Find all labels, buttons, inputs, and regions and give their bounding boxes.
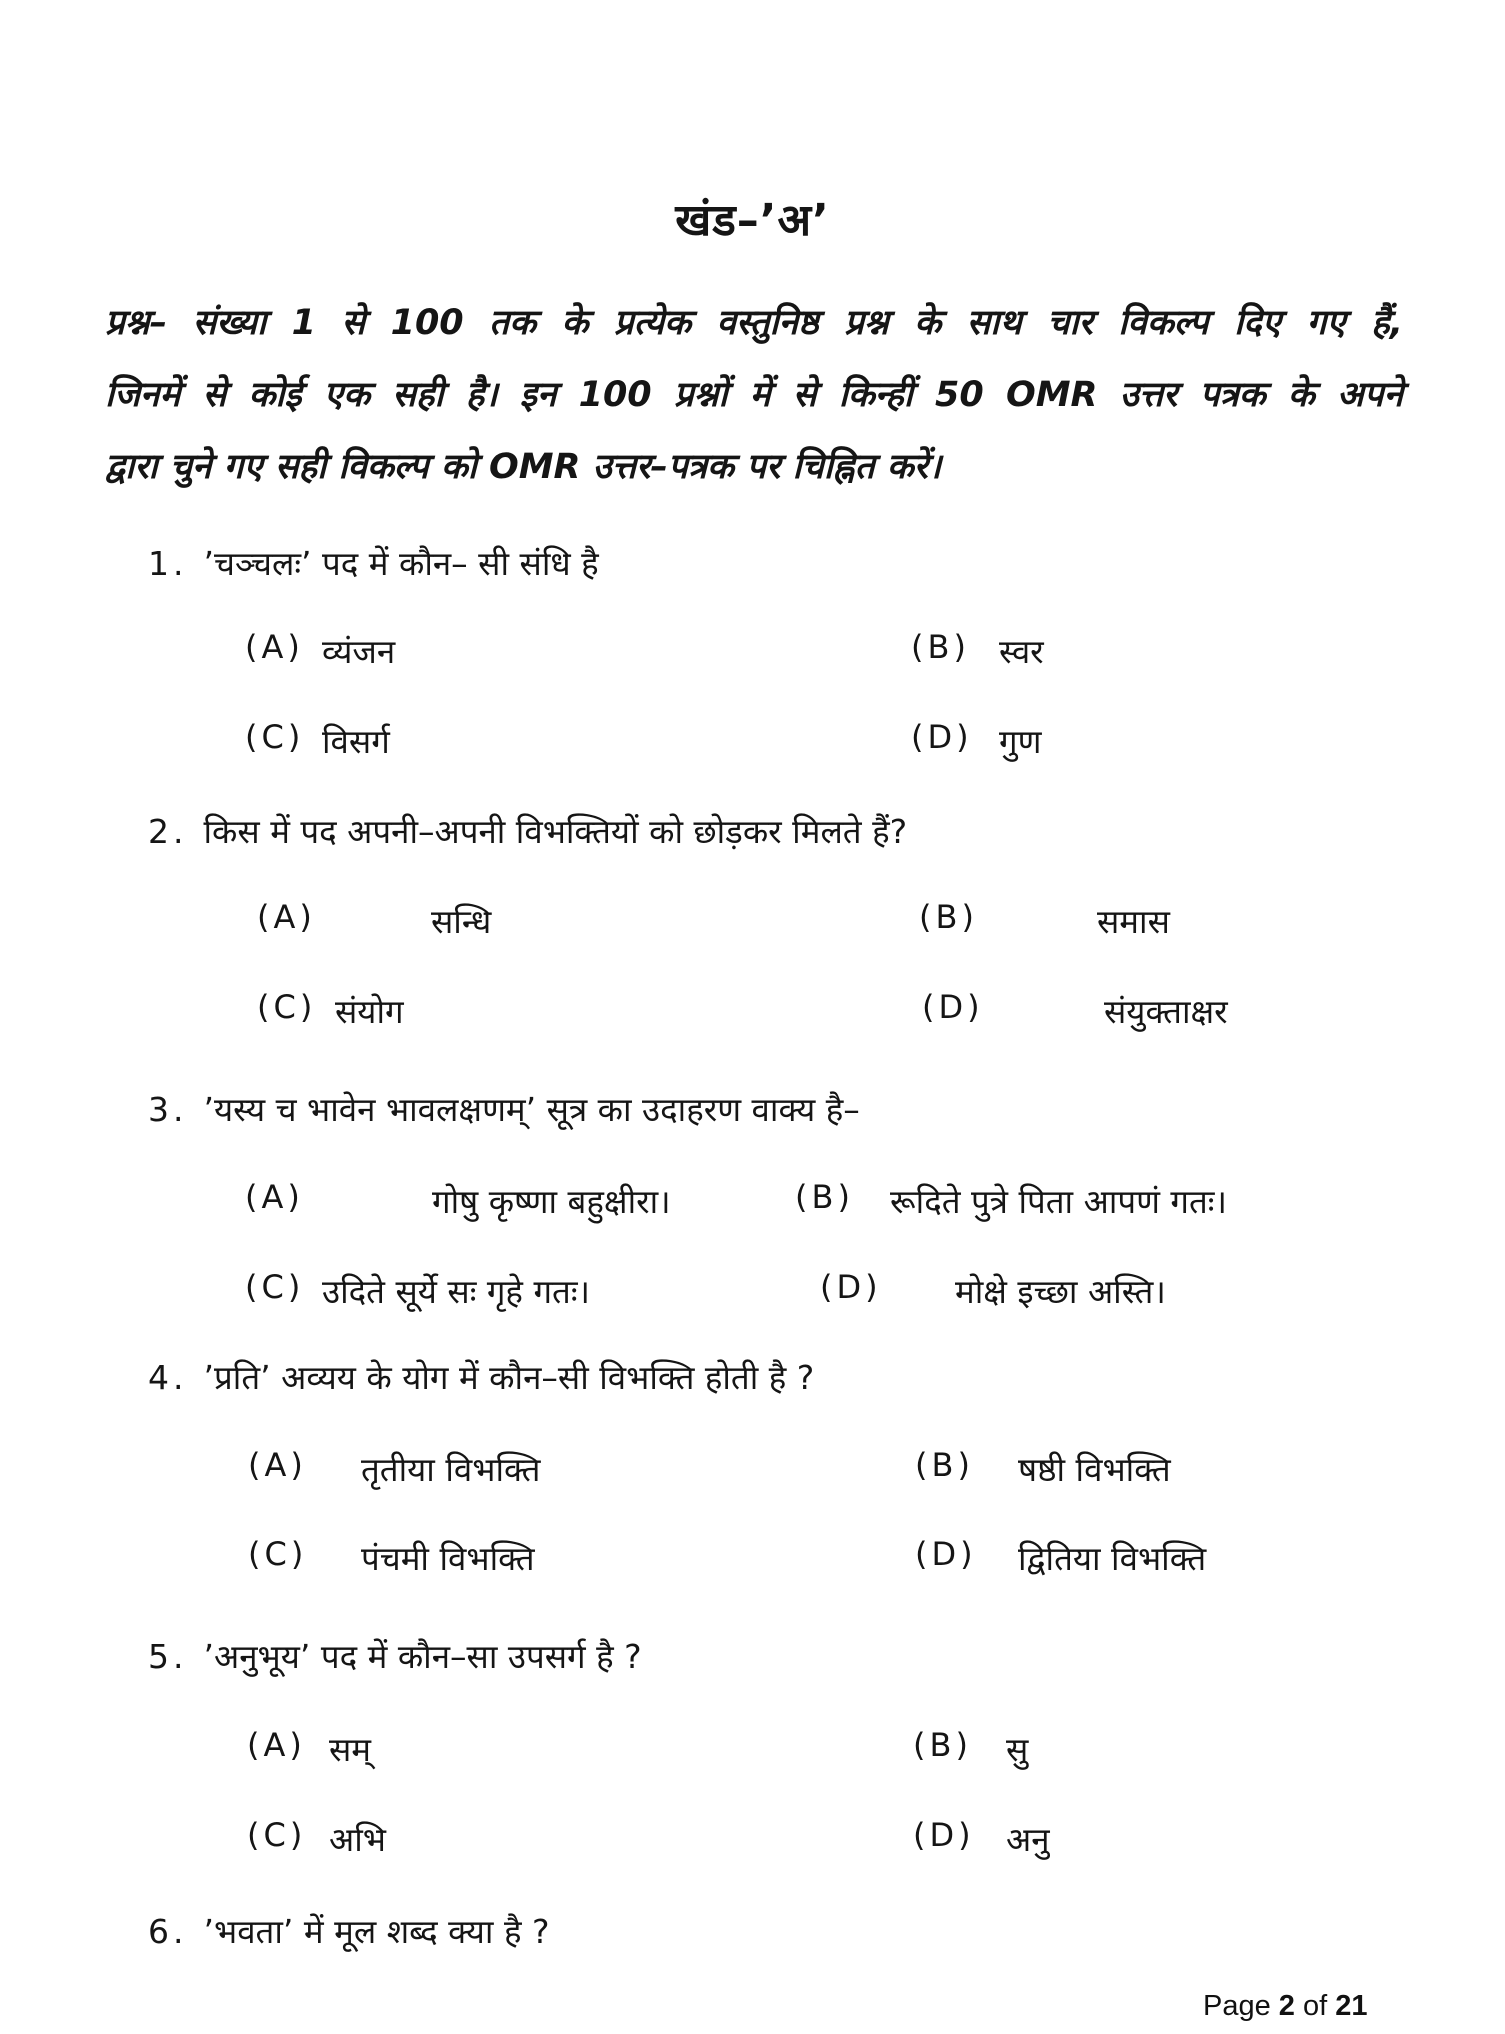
q2-option-c-label: (C)	[257, 988, 317, 1026]
instructions-line-1: प्रश्न– संख्या 1 से 100 तक के प्रत्येक वस्तुनिष्ठ प्रश्न के साथ चार विकल्प दिए गए हैं,	[105, 303, 1403, 343]
question-2	[148, 808, 907, 853]
question-1-number: 1.	[148, 544, 188, 583]
question-3-text: ’यस्य च भावेन भावलक्षणम्’ सूत्र का उदाहरण वाक्य है–	[203, 1090, 860, 1129]
q1-option-c-label: (C)	[245, 718, 305, 756]
question-6-text: ’भवता’ में मूल शब्द क्या है ?	[203, 1912, 550, 1951]
question-1-text: ’चञ्चलः’ पद में कौन– सी संधि है	[203, 544, 599, 583]
q3-option-d-label: (D)	[820, 1268, 882, 1306]
q5-option-d-label: (D)	[913, 1816, 975, 1854]
q1-option-a-text: व्यंजन	[322, 632, 396, 671]
q2-option-b-text: समास	[1097, 902, 1170, 941]
question-5-text: ’अनुभूय’ पद में कौन–सा उपसर्ग है ?	[203, 1637, 642, 1676]
q1-option-d-label: (D)	[911, 718, 973, 756]
question-4	[148, 1354, 814, 1399]
q4-option-a-text: तृतीया विभक्ति	[361, 1450, 541, 1489]
q5-option-b-label: (B)	[913, 1726, 972, 1764]
q3-option-a-text: गोषु कृष्णा बहुक्षीरा।	[432, 1182, 671, 1221]
question-4-text: ’प्रति’ अव्यय के योग में कौन–सी विभक्ति होती है ?	[203, 1358, 815, 1397]
q5-option-d-text: अनु	[1006, 1820, 1050, 1859]
question-5	[148, 1633, 642, 1678]
question-6-number: 6.	[148, 1912, 188, 1951]
q3-option-d-text: मोक्षे इच्छा अस्ति।	[955, 1272, 1166, 1311]
q5-option-c-label: (C)	[247, 1816, 307, 1854]
q5-option-a-label: (A)	[247, 1726, 306, 1764]
q4-option-a-label: (A)	[248, 1446, 307, 1484]
q4-option-b-label: (B)	[915, 1446, 974, 1484]
q2-option-c-text: संयोग	[335, 992, 404, 1031]
q5-option-a-text: सम्	[329, 1730, 372, 1769]
q3-option-b-label: (B)	[795, 1178, 854, 1216]
q2-option-d-text: संयुक्ताक्षर	[1104, 992, 1228, 1031]
instructions-line-2: जिनमें से कोई एक सही है। इन 100 प्रश्नों में से किन्हीं 50 OMR उत्तर पत्रक के अपने	[105, 375, 1403, 415]
q2-option-a-label: (A)	[257, 898, 316, 936]
q4-option-d-label: (D)	[915, 1535, 977, 1573]
q1-option-a-label: (A)	[245, 628, 304, 666]
q3-option-c-text: उदिते सूर्ये सः गृहे गतः।	[322, 1272, 591, 1311]
q1-option-d-text: गुण	[999, 722, 1042, 761]
q5-option-c-text: अभि	[329, 1820, 386, 1859]
q3-option-b-text: रूदिते पुत्रे पिता आपणं गतः।	[890, 1182, 1227, 1221]
question-6	[148, 1908, 550, 1953]
question-3-number: 3.	[148, 1090, 188, 1129]
question-2-number: 2.	[148, 812, 188, 851]
footer-total-pages: 21	[1335, 1990, 1368, 2022]
instructions-line-3: द्वारा चुने गए सही विकल्प को OMR उत्तर–पत्रक पर चिह्नित करें।	[105, 447, 942, 487]
footer-page-label: Page	[1203, 1990, 1271, 2022]
q4-option-c-label: (C)	[248, 1535, 308, 1573]
q1-option-b-label: (B)	[911, 628, 970, 666]
q4-option-c-text: पंचमी विभक्ति	[361, 1539, 535, 1578]
q3-option-c-label: (C)	[245, 1268, 305, 1306]
page-footer	[1203, 1990, 1368, 2023]
question-3	[148, 1086, 860, 1131]
q3-option-a-label: (A)	[245, 1178, 304, 1216]
q1-option-c-text: विसर्ग	[322, 722, 390, 761]
section-title: खंड–’अ’	[675, 195, 830, 246]
q2-option-b-label: (B)	[919, 898, 978, 936]
footer-page-number: 2	[1278, 1990, 1295, 2022]
q4-option-b-text: षष्ठी विभक्ति	[1018, 1450, 1171, 1489]
q5-option-b-text: सु	[1006, 1730, 1029, 1769]
footer-of-label: of	[1303, 1990, 1328, 2022]
question-1	[148, 540, 599, 585]
q2-option-d-label: (D)	[922, 988, 984, 1026]
question-2-text: किस में पद अपनी–अपनी विभक्तियों को छोड़कर मिलते हैं?	[203, 812, 908, 851]
q4-option-d-text: द्वितिया विभक्ति	[1018, 1539, 1207, 1578]
q2-option-a-text: सन्धि	[431, 902, 492, 941]
q1-option-b-text: स्वर	[999, 632, 1044, 671]
question-4-number: 4.	[148, 1358, 188, 1397]
question-5-number: 5.	[148, 1637, 188, 1676]
